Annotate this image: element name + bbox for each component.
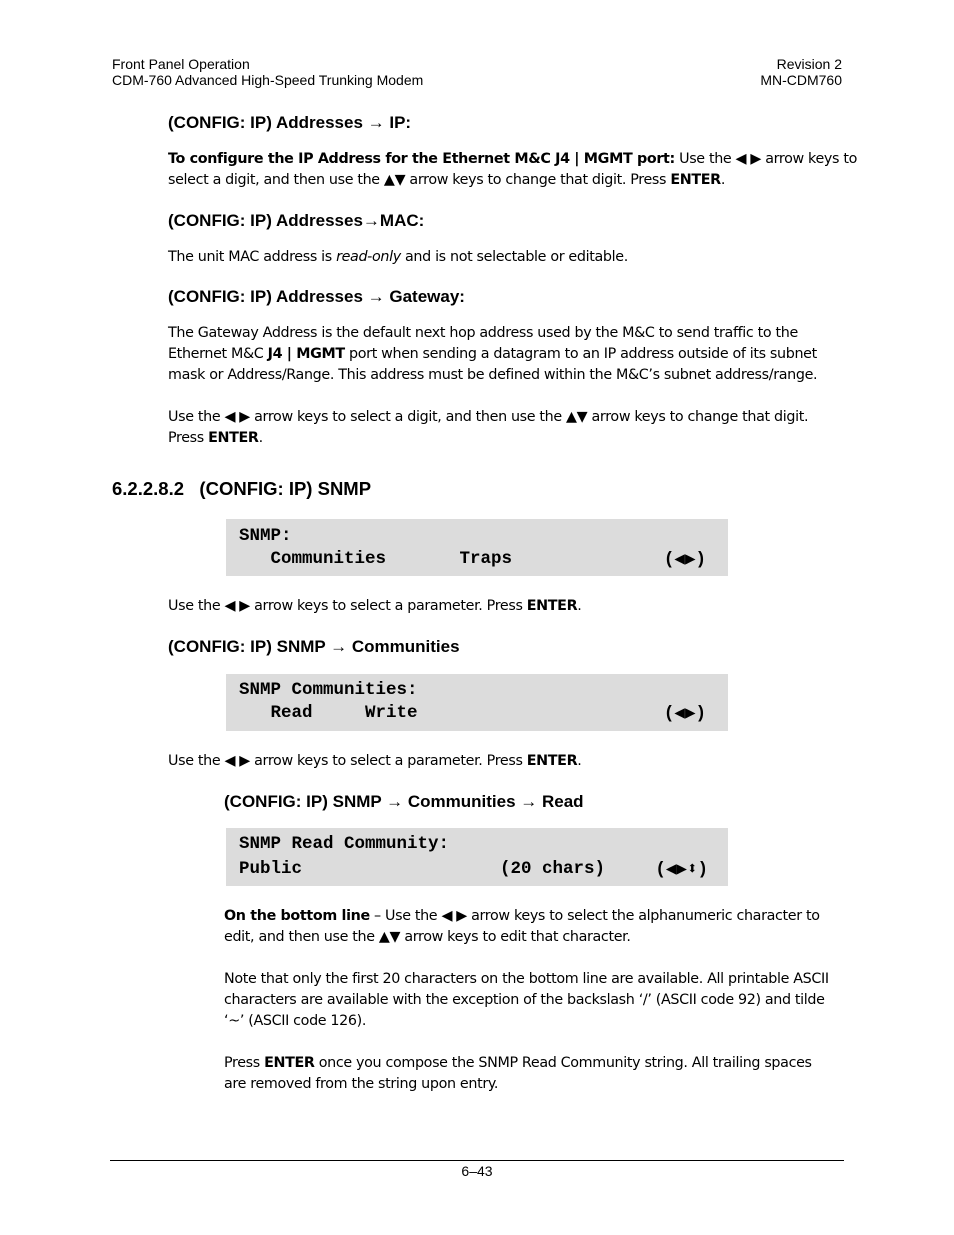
header-right-line2: MN-CDM760 bbox=[760, 72, 842, 88]
heading-config-gateway: (CONFIG: IP) Addresses → Gateway: bbox=[168, 287, 465, 306]
snmp-enter-key: ENTER bbox=[526, 598, 578, 614]
mac-text-b: and is not selectable or editable. bbox=[400, 249, 628, 265]
mac-text-a: The unit MAC address is bbox=[168, 249, 337, 265]
lcd-snmp-display bbox=[226, 519, 728, 576]
gateway-enter-key: ENTER bbox=[208, 430, 259, 446]
communities-period: . bbox=[577, 753, 582, 769]
gateway-p1-line2 bbox=[168, 344, 817, 365]
communities-instruction bbox=[168, 751, 581, 772]
read-p1-text: – Use the ◀ ▶ arrow keys to select the alphanumeric character to bbox=[369, 908, 820, 924]
ip-bold-lead: To configure the IP Address for the Ethernet M&C J4 | MGMT port: bbox=[168, 151, 675, 167]
heading-snmp-section: 6.2.2.8.2 (CONFIG: IP) SNMP bbox=[112, 478, 372, 499]
communities-text-a: Use the ◀ ▶ arrow keys to select a parameter. Press bbox=[168, 753, 527, 769]
read-p1-line1 bbox=[224, 906, 820, 927]
gateway-period: . bbox=[258, 430, 263, 446]
header-right-line1: Revision 2 bbox=[776, 56, 842, 72]
lcd-snmp-line1: SNMP: bbox=[239, 526, 292, 546]
gateway-port-label: J4 | MGMT bbox=[267, 346, 345, 362]
read-bottom-line-label: On the bottom line bbox=[224, 908, 370, 924]
ip-text1: Use the ◀ ▶ arrow keys to bbox=[674, 151, 857, 167]
read-p3-line2: are removed from the string upon entry. bbox=[224, 1076, 499, 1092]
ip-text2: select a digit, and then use the ▲▼ arrow keys to change that digit. Press bbox=[168, 172, 671, 188]
read-p2-line2: characters are available with the exception of the backslash ‘/’ (ASCII code 92) and tilde bbox=[224, 992, 825, 1008]
read-p3-line1 bbox=[224, 1053, 812, 1074]
ip-paragraph-line1 bbox=[168, 149, 857, 170]
header-left-line1: Front Panel Operation bbox=[112, 56, 250, 72]
lcd-snmp-line2: Communities Traps bbox=[239, 549, 513, 569]
footer-rule bbox=[110, 1160, 844, 1161]
ip-paragraph-line2 bbox=[168, 170, 725, 191]
read-p2-line1: Note that only the first 20 characters on the bottom line are available. All printable ASCII bbox=[224, 971, 829, 987]
read-p1-line2: edit, and then use the ▲▼ arrow keys to edit that character. bbox=[224, 929, 631, 945]
snmp-text-a: Use the ◀ ▶ arrow keys to select a parameter. Press bbox=[168, 598, 527, 614]
lcd-read-chars: (20 chars) bbox=[500, 859, 606, 879]
lcd-read-line1: SNMP Read Community: bbox=[239, 834, 450, 854]
lcd-communities-line1: SNMP Communities: bbox=[239, 680, 418, 700]
gateway-p2-line2 bbox=[168, 428, 263, 449]
ip-enter-key: ENTER bbox=[670, 172, 721, 188]
page-number: 6–43 bbox=[461, 1163, 493, 1179]
mac-paragraph bbox=[168, 247, 628, 268]
gateway-text-a: Ethernet M&C bbox=[168, 346, 268, 362]
read-press: Press bbox=[224, 1055, 265, 1071]
snmp-instruction bbox=[168, 596, 581, 617]
read-p3-text: once you compose the SNMP Read Community string. All trailing spaces bbox=[314, 1055, 812, 1071]
heading-config-ip-address: (CONFIG: IP) Addresses → IP: bbox=[168, 113, 412, 132]
ip-period: . bbox=[720, 172, 726, 188]
lcd-snmp-nav-arrows-icon: (◀▶) bbox=[663, 550, 706, 570]
lcd-communities-display bbox=[226, 674, 728, 731]
snmp-period: . bbox=[577, 598, 582, 614]
lcd-read-nav-arrows-icon: (◀▶⬍) bbox=[655, 860, 708, 880]
gateway-text-c: port when sending a datagram to an IP address outside of its subnet bbox=[344, 346, 817, 362]
lcd-read-community-display bbox=[226, 828, 728, 886]
heading-snmp-communities: (CONFIG: IP) SNMP → Communities bbox=[168, 637, 460, 656]
lcd-communities-nav-arrows-icon: (◀▶) bbox=[663, 704, 706, 724]
heading-snmp-communities-read: (CONFIG: IP) SNMP → Communities → Read bbox=[224, 792, 584, 811]
read-enter-key: ENTER bbox=[264, 1055, 315, 1071]
heading-config-mac: (CONFIG: IP) Addresses→MAC: bbox=[168, 211, 425, 230]
lcd-communities-line2: Read Write bbox=[239, 703, 418, 723]
gateway-p1-line1: The Gateway Address is the default next hop address used by the M&C to send traffic to the bbox=[168, 325, 798, 341]
gateway-p1-line3: mask or Address/Range. This address must be defined within the M&C’s subnet address/range. bbox=[168, 367, 818, 383]
gateway-p2-line1: Use the ◀ ▶ arrow keys to select a digit, and then use the ▲▼ arrow keys to change that digit. bbox=[168, 409, 809, 425]
communities-enter-key: ENTER bbox=[526, 753, 578, 769]
header-left-line2: CDM-760 Advanced High-Speed Trunking Modem bbox=[112, 72, 424, 88]
gateway-press: Press bbox=[168, 430, 209, 446]
lcd-read-line2: Public bbox=[239, 859, 303, 879]
read-p2-line3: ‘~’ (ASCII code 126). bbox=[224, 1013, 367, 1029]
mac-read-only: read-only bbox=[336, 249, 401, 265]
